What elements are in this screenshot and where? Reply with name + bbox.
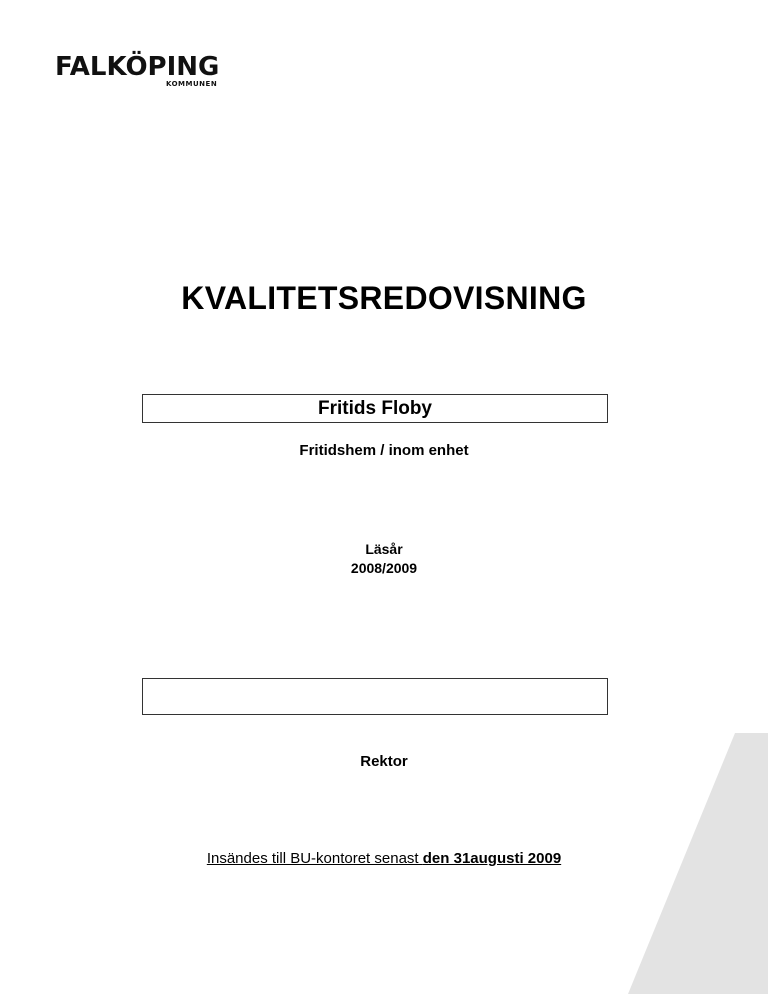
unit-name-field: Fritids Floby: [142, 394, 608, 423]
unit-type-label: Fritidshem / inom enhet: [299, 442, 469, 459]
logo-wordmark: FALKÖPING: [55, 52, 220, 82]
principal-label: Rektor: [360, 753, 408, 770]
principal-name-field: [142, 678, 608, 715]
logo-subtitle: KOMMUNEN: [166, 80, 218, 88]
submission-note-text: Insändes till BU-kontoret senast: [206, 850, 423, 867]
falkoping-logo: [55, 52, 245, 92]
submission-note: [0, 850, 768, 867]
document-title: KVALITETSREDOVISNING: [181, 280, 587, 316]
school-year-value: 2008/2009: [350, 560, 418, 576]
submission-deadline: den 31augusti 2009: [422, 850, 562, 867]
school-year-label: Läsår: [365, 541, 403, 557]
